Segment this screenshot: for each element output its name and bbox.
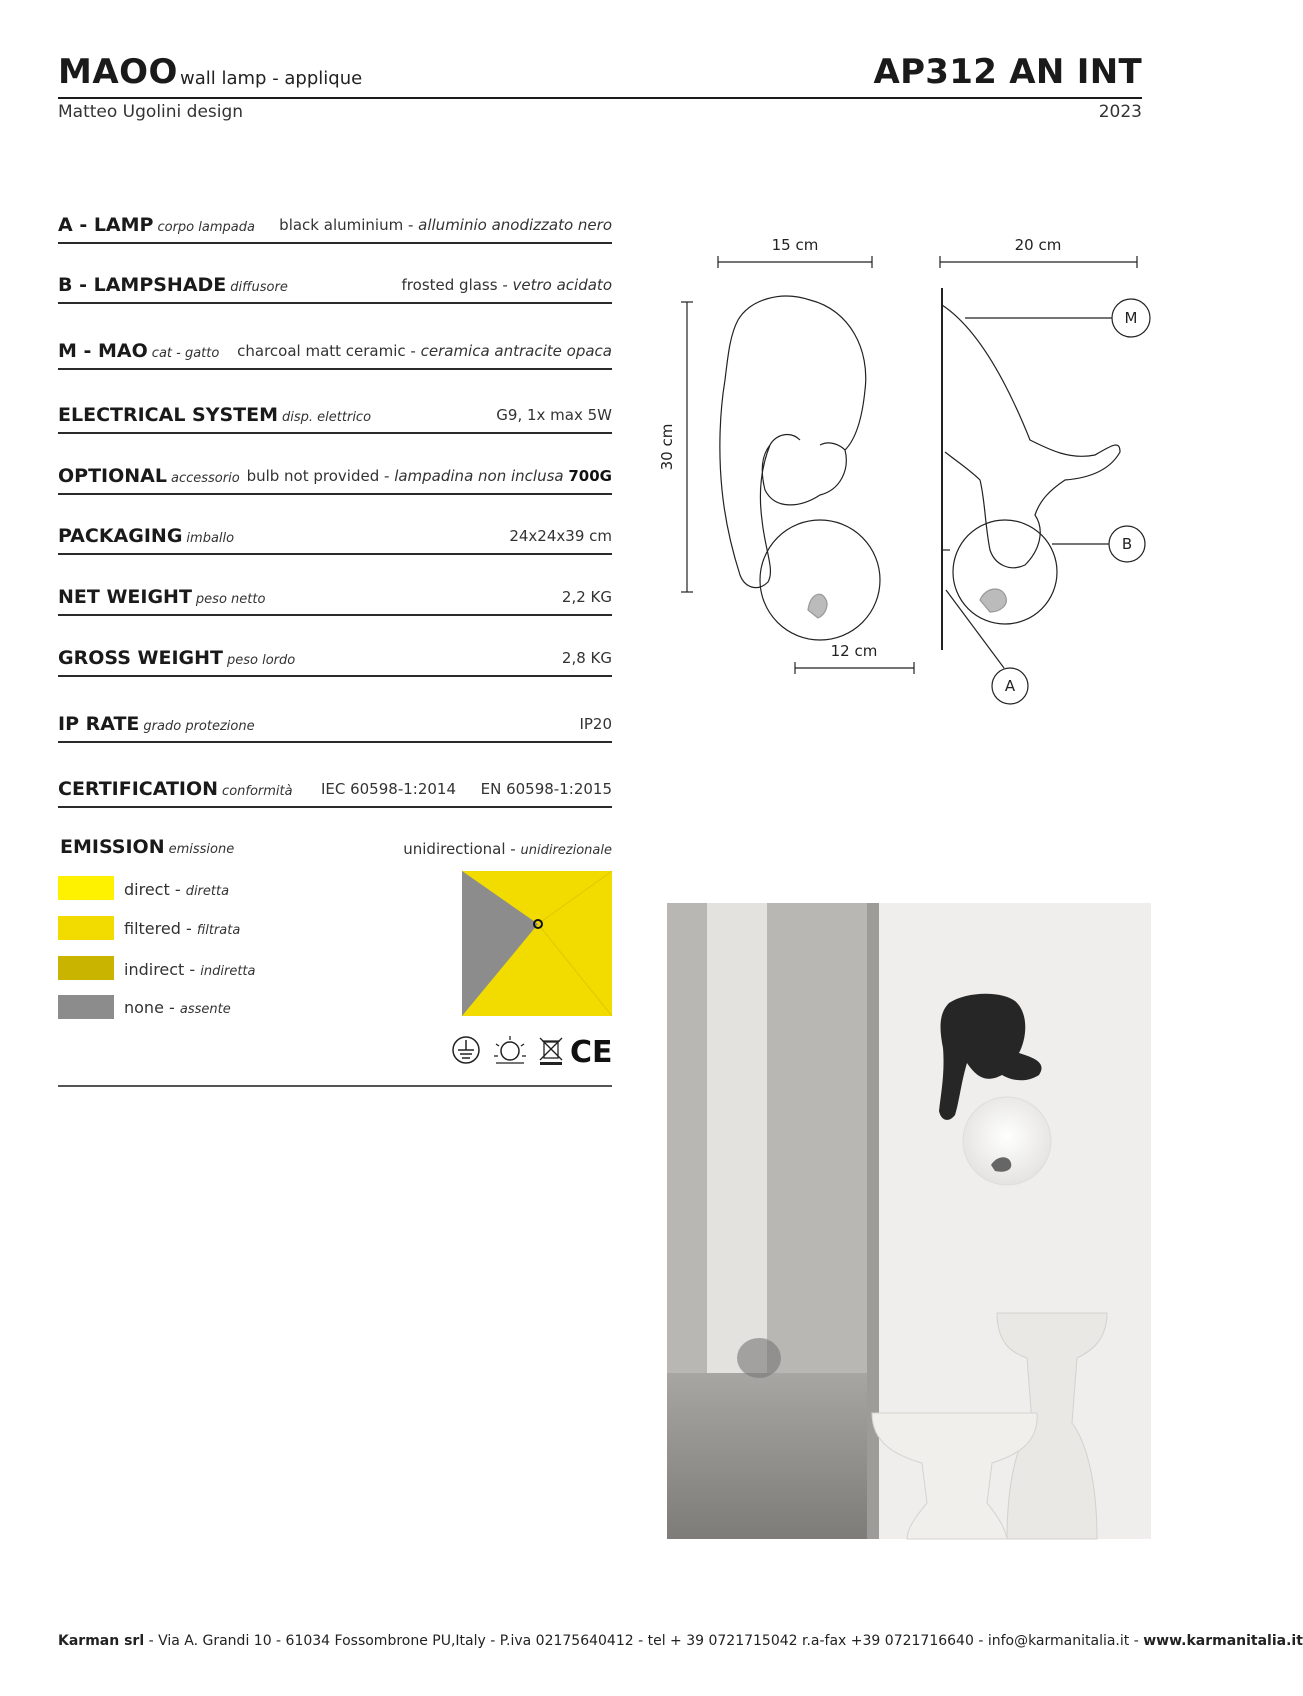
spec-row-net-weight (58, 580, 612, 616)
earth-ground-icon (453, 1037, 479, 1063)
spec-value: charcoal matt ceramic - ceramica antracite opaca (237, 342, 612, 360)
spec-row-lamp (58, 208, 612, 244)
spec-label: B - LAMPSHADE diffusore (58, 274, 288, 296)
year: 2023 (1098, 102, 1142, 122)
spec-value: 2,2 KG (561, 588, 612, 606)
ce-mark-icon: CE (570, 1035, 613, 1070)
callout-label-m: M (1124, 309, 1138, 327)
brand-name: MAOO (58, 52, 178, 92)
legend-direct: direct - diretta (124, 880, 230, 899)
spec-row-certification (58, 772, 612, 808)
spec-row-ip-rate (58, 707, 612, 743)
legend-none: none - assente (124, 998, 231, 1017)
product-code: AP312 AN INT (873, 52, 1142, 92)
spec-value: 2,8 KG (561, 649, 612, 667)
footer: Karman srl - Via A. Grandi 10 - 61034 Fossombrone PU,Italy - P.iva 02175640412 - tel + 39 0721715042 r.a-fax +39 0721716640 - info@karmanitalia.it - www.karmanitalia.it (58, 1633, 1303, 1649)
product-type: wall lamp - applique (180, 68, 363, 89)
header-divider (58, 97, 1142, 99)
cat-ear-line (820, 443, 845, 450)
swatch-none (58, 995, 114, 1019)
legend-indirect: indirect - indiretta (124, 960, 256, 979)
spec-label: M - MAO cat - gatto (58, 340, 220, 362)
mouse-front (808, 594, 827, 618)
dim-globe: 12 cm (830, 642, 878, 660)
spec-label: IP RATE grado protezione (58, 713, 255, 735)
spec-value: G9, 1x max 5W (496, 406, 612, 424)
dim-width-front: 15 cm (771, 236, 819, 254)
callout-label-b: B (1121, 535, 1133, 553)
technical-drawing (650, 220, 1170, 700)
spec-label: ELECTRICAL SYSTEM disp. elettrico (58, 404, 372, 426)
dim-width-side: 20 cm (1014, 236, 1062, 254)
spec-row-packaging (58, 519, 612, 555)
photo-wall-edge (867, 903, 879, 1539)
spec-label: OPTIONAL accessorio (58, 465, 240, 487)
spec-label: CERTIFICATION conformità (58, 778, 293, 800)
designer: Matteo Ugolini design (58, 102, 244, 122)
website-link[interactable]: www.karmanitalia.it (1143, 1633, 1303, 1649)
emission-diagram (462, 871, 612, 1016)
photo-window-light (707, 903, 767, 1383)
cert-en: EN 60598-1:2015 (480, 780, 612, 798)
cat-side-outline (942, 305, 1120, 568)
spec-value: IP20 (579, 715, 612, 733)
swatch-direct (58, 876, 114, 900)
spec-value: 24x24x39 cm (509, 527, 612, 545)
spec-value: black aluminium - alluminio anodizzato nero (279, 216, 612, 234)
cat-ear-line (770, 435, 800, 445)
weee-bin-icon (540, 1038, 562, 1065)
photo-floor (667, 1373, 877, 1539)
spec-row-electrical (58, 398, 612, 434)
spec-label: GROSS WEIGHT peso lordo (58, 647, 296, 669)
mouse-side (980, 589, 1006, 612)
globe-side (953, 520, 1057, 624)
cert-iec: IEC 60598-1:2014 (320, 780, 456, 798)
spec-label: A - LAMP corpo lampada (58, 214, 255, 236)
photo-globe (963, 1097, 1051, 1185)
cat-front-outline (720, 296, 866, 588)
callout-label-a: A (1004, 677, 1016, 695)
spec-label: NET WEIGHT peso netto (58, 586, 266, 608)
legend-filtered: filtered - filtrata (124, 919, 241, 938)
led-light-icon (494, 1036, 526, 1063)
photo-vase (737, 1338, 781, 1378)
spec-value: frosted glass - vetro acidato (401, 276, 612, 294)
dim-height: 30 cm (658, 423, 676, 471)
spec-row-mao (58, 334, 612, 370)
spec-row-optional (58, 459, 612, 495)
cert-icons (452, 1034, 613, 1070)
spec-label: PACKAGING imballo (58, 525, 235, 547)
spec-row-lampshade (58, 268, 612, 304)
section-divider (58, 1085, 612, 1087)
emission-title: EMISSION emissione (60, 836, 235, 858)
emission-type: unidirectional - unidirezionale (403, 840, 612, 858)
spec-row-gross-weight (58, 641, 612, 677)
swatch-filtered (58, 916, 114, 940)
product-photo (667, 903, 1151, 1539)
globe-front (760, 520, 880, 640)
swatch-indirect (58, 956, 114, 980)
spec-value: bulb not provided - lampadina non inclusa 700G (246, 467, 612, 485)
